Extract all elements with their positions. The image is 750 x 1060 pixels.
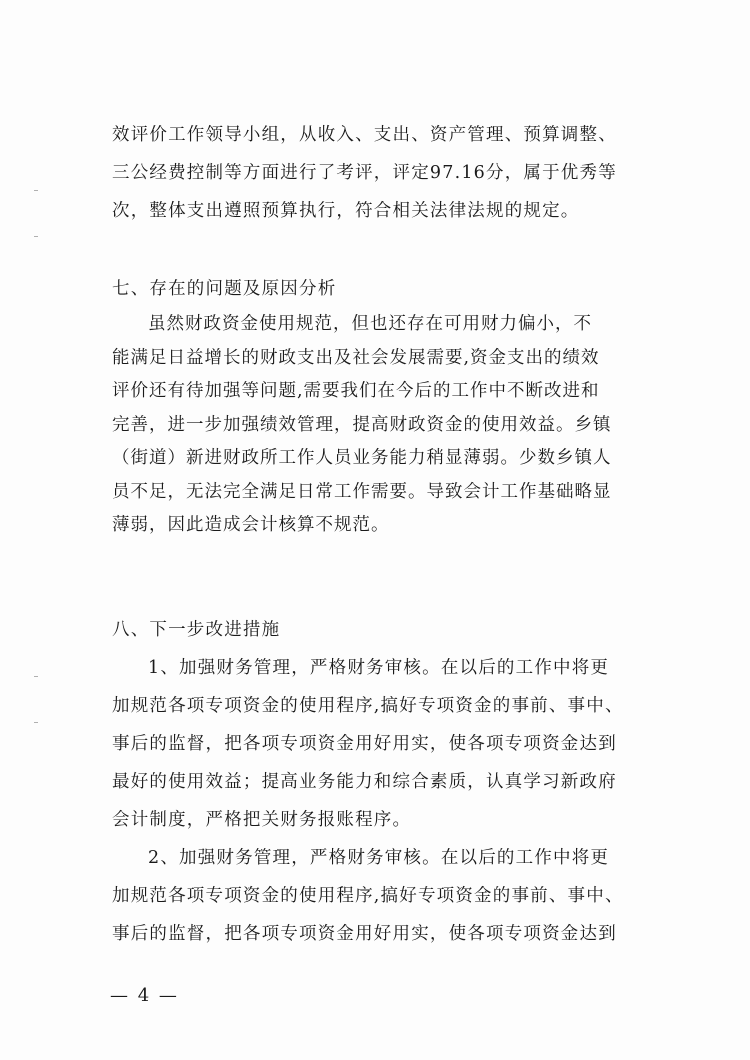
paragraph-line: 1、加强财务管理，严格财务审核。在以后的工作中将更	[148, 657, 610, 678]
paragraph-line: 评价还有待加强等问题,需要我们在今后的工作中不断改进和	[112, 381, 600, 401]
paragraph-line: 效评价工作领导小组，从收入、支出、资产管理、预算调整、	[112, 125, 617, 145]
paragraph-line: 虽然财政资金使用规范，但也还存在可用财力偏小，不	[148, 314, 592, 334]
paragraph-line: 能满足日益增长的财政支出及社会发展需要,资金支出的绩效	[112, 347, 600, 368]
page-number: — 4 —	[110, 985, 179, 1006]
section-heading-7: 七、存在的问题及原因分析	[112, 279, 337, 299]
scan-artifact	[34, 236, 38, 237]
paragraph-line: （街道）新进财政所工作人员业务能力稍显薄弱。少数乡镇人	[112, 448, 612, 468]
document-body	[112, 116, 652, 953]
scan-artifact	[34, 190, 38, 191]
paragraph-line: 事后的监督，把各项专项资金用好用实，使各项专项资金达到	[112, 733, 617, 754]
scan-artifact	[34, 676, 38, 677]
paragraph-line: 2、加强财务管理，严格财务审核。在以后的工作中将更	[148, 847, 610, 868]
paragraph-line: 事后的监督，把各项专项资金用好用实，使各项专项资金达到	[112, 923, 617, 944]
paragraph-line: 薄弱，因此造成会计核算不规范。	[112, 515, 390, 535]
scan-artifact	[34, 722, 38, 723]
paragraph-line: 员不足，无法完全满足日常工作需要。导致会计工作基础略显	[112, 481, 612, 502]
paragraph-line: 加规范各项专项资金的使用程序,搞好专项资金的事前、事中、	[112, 695, 624, 716]
section-heading-8: 八、下一步改进措施	[112, 619, 281, 640]
paragraph-line: 次，整体支出遵照预算执行，符合相关法律法规的规定。	[112, 201, 580, 221]
paragraph-line: 最好的使用效益；提高业务能力和综合素质，认真学习新政府	[112, 771, 617, 792]
paragraph-line: 加规范各项专项资金的使用程序,搞好专项资金的事前、事中、	[112, 885, 624, 906]
paragraph-line: 会计制度，严格把关财务报账程序。	[112, 809, 412, 830]
paragraph-line: 完善，进一步加强绩效管理，提高财政资金的使用效益。乡镇	[112, 414, 612, 435]
paragraph-line: 三公经费控制等方面进行了考评，评定97.16分，属于优秀等	[112, 163, 617, 183]
